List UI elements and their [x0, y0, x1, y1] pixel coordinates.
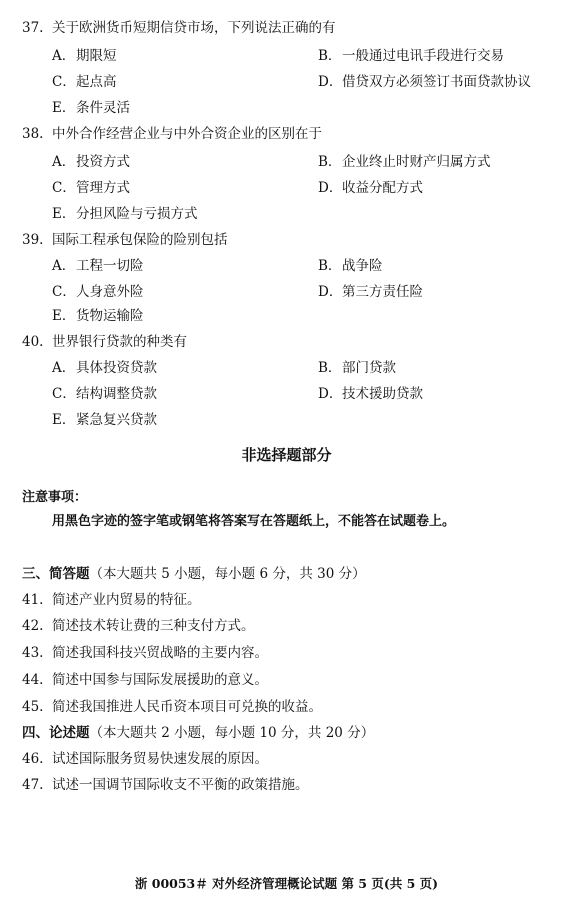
question-text: 中外合作经营企业与中外合资企业的区别在于 — [52, 126, 322, 142]
option-38-e: E．分担风险与亏损方式 — [52, 206, 198, 222]
question-number: 37. — [22, 20, 44, 36]
option-39-e: E．货物运输险 — [52, 308, 144, 324]
question-45: 45. 简述我国推进人民币资本项目可兑换的收益。 — [22, 699, 322, 715]
option-37-c: C．起点高 — [52, 74, 117, 90]
part4-heading — [22, 721, 374, 741]
part3-detail: （本大题共 5 小题，每小题 6 分，共 30 分） — [89, 566, 366, 582]
option-38-c: C．管理方式 — [52, 180, 130, 196]
question-38 — [22, 122, 322, 142]
option-37-e: E．条件灵活 — [52, 100, 130, 116]
question-37 — [22, 16, 336, 36]
section-title: 非选择题部分 — [241, 446, 332, 464]
option-40-c: C．结构调整贷款 — [52, 386, 157, 402]
option-37-b: B．一般通过电讯手段进行交易 — [318, 48, 504, 64]
question-text: 国际工程承包保险的险别包括 — [52, 232, 228, 248]
option-38-b: B．企业终止时财产归属方式 — [318, 154, 491, 170]
option-37-d: D．借贷双方必须签订书面贷款协议 — [318, 74, 531, 90]
option-39-b: B．战争险 — [318, 258, 383, 274]
option-40-b: B．部门贷款 — [318, 360, 396, 376]
notice-heading: 注意事项： — [22, 490, 88, 505]
question-43: 43. 简述我国科技兴贸战略的主要内容。 — [22, 645, 268, 661]
part3-title: 三、简答题 — [22, 566, 90, 582]
option-39-d: D．第三方责任险 — [318, 284, 423, 300]
question-number: 39. — [22, 232, 44, 248]
question-47: 47. 试述一国调节国际收支不平衡的政策措施。 — [22, 777, 309, 793]
option-39-a: A．工程一切险 — [52, 258, 144, 274]
option-38-a: A．投资方式 — [52, 154, 130, 170]
option-40-e: E．紧急复兴贷款 — [52, 412, 157, 428]
part4-detail: （本大题共 2 小题，每小题 10 分，共 20 分） — [89, 725, 375, 741]
option-40-a: A．具体投资贷款 — [52, 360, 157, 376]
question-42: 42. 简述技术转让费的三种支付方式。 — [22, 618, 255, 634]
question-41: 41. 简述产业内贸易的特征。 — [22, 592, 201, 608]
question-number: 38. — [22, 126, 44, 142]
question-44: 44. 简述中国参与国际发展援助的意义。 — [22, 672, 268, 688]
part4-title: 四、论述题 — [22, 725, 90, 741]
question-text: 世界银行贷款的种类有 — [52, 334, 187, 350]
question-number: 40. — [22, 334, 44, 350]
notice-body: 用黑色字迹的签字笔或钢笔将答案写在答题纸上，不能答在试题卷上。 — [52, 514, 456, 529]
question-46: 46. 试述国际服务贸易快速发展的原因。 — [22, 751, 268, 767]
part3-heading — [22, 562, 366, 582]
question-text: 关于欧洲货币短期信贷市场，下列说法正确的有 — [52, 20, 336, 36]
option-38-d: D．收益分配方式 — [318, 180, 423, 196]
question-40 — [22, 330, 187, 350]
option-39-c: C．人身意外险 — [52, 284, 144, 300]
question-39 — [22, 228, 228, 248]
option-37-a: A．期限短 — [52, 48, 117, 64]
option-40-d: D．技术援助贷款 — [318, 386, 423, 402]
page-footer: 浙 00053＃ 对外经济管理概论试题 第 5 页(共 5 页) — [134, 876, 439, 891]
